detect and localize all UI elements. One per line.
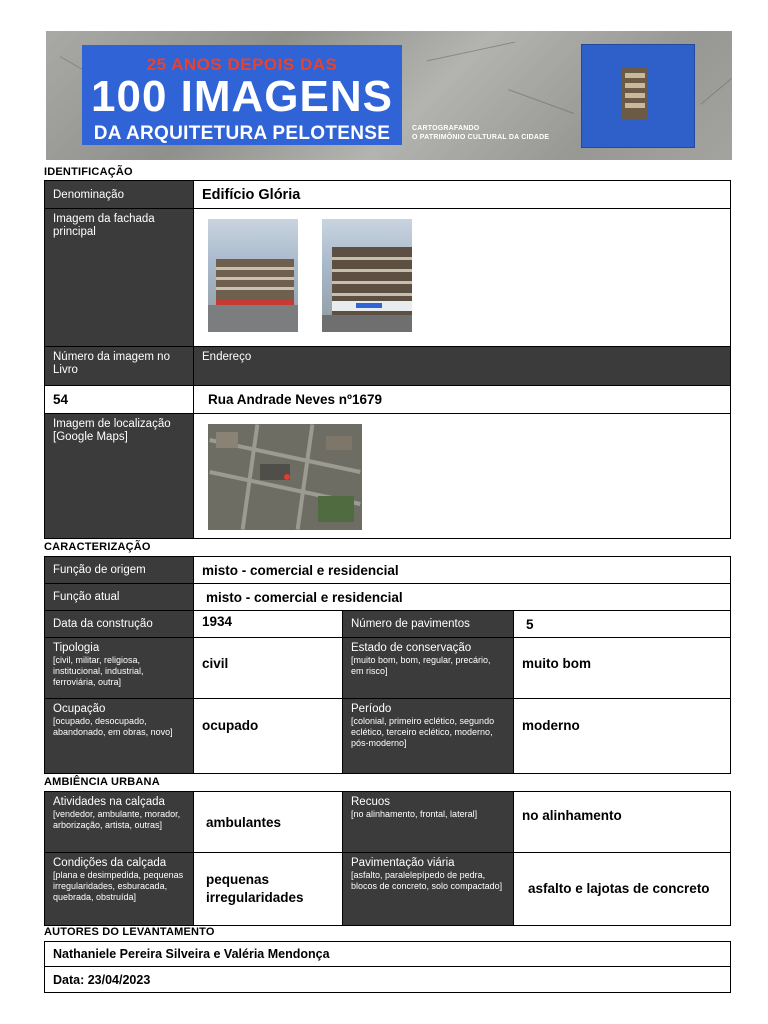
pavimentacao-value: asfalto e lajotas de concreto <box>513 852 731 926</box>
fachada-photo-2 <box>322 219 412 332</box>
atividades-hint: [vendedor, ambulante, morador, arborização, artista, outras] <box>53 809 181 830</box>
data-levantamento: Data: 23/04/2023 <box>44 966 731 993</box>
periodo-label: Período <box>351 703 392 715</box>
book-building-image <box>622 67 648 119</box>
atividades-label-cell <box>44 791 194 853</box>
estado-value: muito bom <box>513 637 731 699</box>
atividades-label: Atividades na calçada <box>53 796 165 808</box>
banner-subtitle: DA ARQUITETURA PELOTENSE <box>93 123 391 144</box>
tipologia-value: civil <box>193 637 343 699</box>
data-construcao-value: 1934 <box>193 610 343 638</box>
recuos-hint: [no alinhamento, frontal, lateral] <box>351 809 478 819</box>
denominacao-label: Denominação <box>44 180 194 209</box>
pavimentacao-label-cell <box>342 852 514 926</box>
numero-imagem-label: Número da imagem no Livro <box>44 346 194 386</box>
funcao-origem-value: misto - comercial e residencial <box>193 556 731 584</box>
section-autores: AUTORES DO LEVANTAMENTO <box>44 926 215 938</box>
denominacao-value: Edifício Glória <box>193 180 731 209</box>
funcao-atual-value: misto - comercial e residencial <box>193 583 731 611</box>
book-cover-image <box>581 44 695 148</box>
numero-imagem-value: 54 <box>44 385 194 414</box>
section-caracterizacao: CARACTERIZAÇÃO <box>44 541 151 553</box>
tipologia-label-cell <box>44 637 194 699</box>
condicoes-label-cell <box>44 852 194 926</box>
header-banner <box>46 31 732 160</box>
condicoes-hint: [plana e desimpedida, pequenas irregularidades, esburacada, quebrada, obstruída] <box>53 870 184 902</box>
periodo-value: moderno <box>513 698 731 774</box>
funcao-atual-label: Função atual <box>44 583 194 611</box>
tipologia-label: Tipologia <box>53 642 100 654</box>
recuos-label: Recuos <box>351 796 390 808</box>
condicoes-value: pequenas irregularidades <box>193 852 343 926</box>
periodo-label-cell <box>342 698 514 774</box>
banner-caption <box>412 124 549 142</box>
endereco-value: Rua Andrade Neves nº1679 <box>193 385 731 414</box>
fachada-image-cell <box>193 208 731 347</box>
localizacao-label: Imagem de localização [Google Maps] <box>44 413 194 539</box>
banner-caption-line1: CARTOGRAFANDO <box>412 125 480 132</box>
banner-superscript: 25 ANOS DEPOIS DAS <box>146 55 338 74</box>
banner-main-title: 100 IMAGENS <box>91 72 393 121</box>
endereco-label: Endereço <box>193 346 731 386</box>
funcao-origem-label: Função de origem <box>44 556 194 584</box>
estado-label: Estado de conservação <box>351 642 472 654</box>
pavimentos-label: Número de pavimentos <box>342 610 514 638</box>
localizacao-image-cell <box>193 413 731 539</box>
ocupacao-label-cell <box>44 698 194 774</box>
pavimentacao-label: Pavimentação viária <box>351 857 455 869</box>
data-construcao-label: Data da construção <box>44 610 194 638</box>
ocupacao-hint: [ocupado, desocupado, abandonado, em obras, novo] <box>53 716 173 737</box>
tipologia-hint: [civil, militar, religiosa, institucional, industrial, ferroviária, outra] <box>53 655 144 687</box>
ocupacao-label: Ocupação <box>53 703 106 715</box>
pavimentacao-hint: [asfalto, paralelepípedo de pedra, blocos de concreto, solo compactado] <box>351 870 503 891</box>
atividades-value: ambulantes <box>193 791 343 853</box>
recuos-value: no alinhamento <box>513 791 731 853</box>
condicoes-label: Condições da calçada <box>53 857 167 869</box>
pavimentos-value: 5 <box>513 610 731 638</box>
ocupacao-value: ocupado <box>193 698 343 774</box>
banner-caption-line2: O PATRIMÔNIO CULTURAL DA CIDADE <box>412 134 550 141</box>
estado-label-cell <box>342 637 514 699</box>
section-identificacao: IDENTIFICAÇÃO <box>44 166 133 178</box>
recuos-label-cell <box>342 791 514 853</box>
google-maps-image <box>208 424 362 530</box>
autores-nomes: Nathaniele Pereira Silveira e Valéria Mendonça <box>44 941 731 967</box>
banner-title-block <box>82 45 402 145</box>
periodo-hint: [colonial, primeiro eclético, segundo eclético, terceiro eclético, moderno, pós-moderno] <box>351 716 495 748</box>
fachada-label: Imagem da fachada principal <box>44 208 194 347</box>
fachada-photo-1 <box>208 219 298 332</box>
section-ambiencia: AMBIÊNCIA URBANA <box>44 776 160 788</box>
estado-hint: [muito bom, bom, regular, precário, em risco] <box>351 655 491 676</box>
